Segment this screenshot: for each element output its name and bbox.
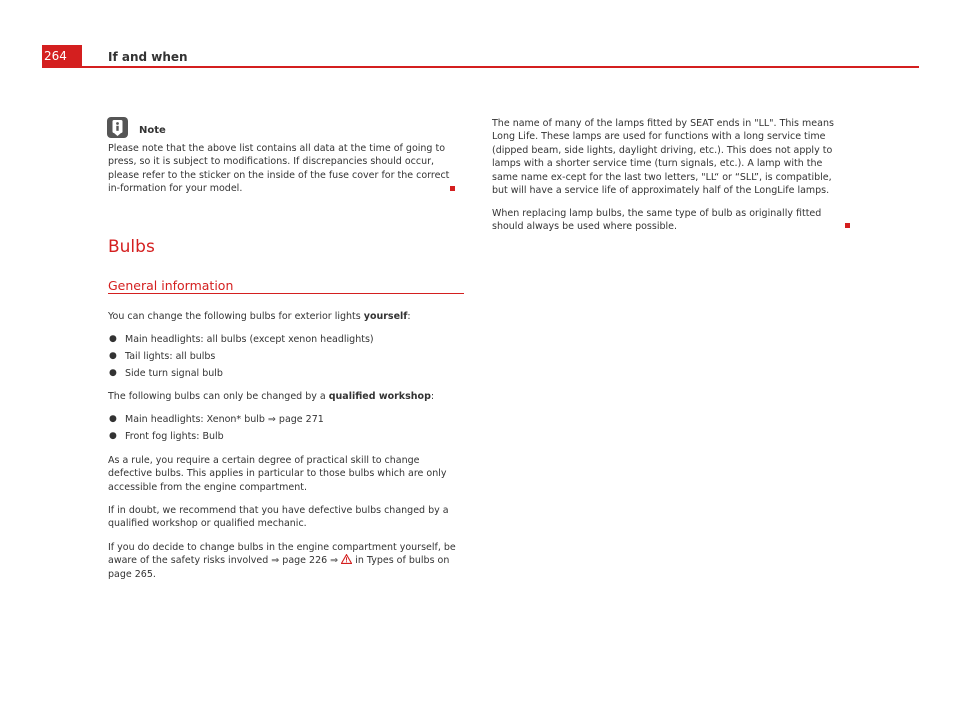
- workshop-text: The following bulbs can only be changed by a: [108, 391, 329, 402]
- header-rule: [42, 66, 919, 68]
- risk-paragraph: [108, 541, 463, 581]
- list-item-text: Main headlights: all bulbs (except xenon headlights): [125, 334, 374, 345]
- bullet-icon: ●: [109, 414, 117, 424]
- replace-paragraph: When replacing lamp bulbs, the same type of bulb as originally fitted should always be used where possible.: [492, 208, 822, 233]
- risk-text: If you do decide to change bulbs in the engine compartment yourself, be aware of the safety risks involved ⇒ page 226 ⇒: [108, 542, 456, 567]
- workshop-colon: :: [430, 391, 435, 402]
- bullet-icon: ●: [109, 351, 117, 361]
- subsection-rule: [108, 293, 464, 294]
- bullet-icon: ●: [109, 431, 117, 441]
- skill-paragraph: As a rule, you require a certain degree of practical skill to change defective bulbs. This applies in particular to those bulbs which are only accessible from the engine compartment.: [108, 455, 447, 493]
- intro-text: You can change the following bulbs for exterior lights: [108, 311, 364, 322]
- list-item: [108, 333, 463, 346]
- doubt-paragraph: If in doubt, we recommend that you have defective bulbs changed by a qualified workshop or qualified mechanic.: [108, 505, 449, 530]
- intro-paragraph: [108, 310, 463, 323]
- list-item: [108, 413, 463, 426]
- bullet-icon: ●: [109, 368, 117, 378]
- list-item-text: Front fog lights: Bulb: [125, 431, 224, 442]
- chapter-title: If and when: [108, 50, 188, 64]
- intro-colon: :: [407, 311, 411, 322]
- page-number: 264: [42, 45, 82, 68]
- list-item-text: Main headlights: Xenon* bulb ⇒ page 271: [125, 414, 324, 425]
- warning-triangle-icon[interactable]: [341, 554, 352, 564]
- note-label: Note: [139, 125, 166, 136]
- workshop-paragraph: [108, 390, 463, 403]
- list-item: [108, 350, 463, 363]
- note-info-icon: [107, 117, 128, 138]
- list-item-text: Side turn signal bulb: [125, 368, 223, 379]
- workshop-emphasis: qualified workshop: [328, 391, 431, 402]
- section-heading: Bulbs: [108, 237, 155, 257]
- note-text: Please note that the above list contains all data at the time of going to press, so it is subject to modifications. If discrepancies should occur, please refer to the sticker on the inside of the fuse cover for the correct in-formation for your model.: [108, 143, 450, 195]
- end-mark-icon: [845, 223, 850, 228]
- end-mark-icon: [450, 186, 455, 191]
- risk-link-text[interactable]: in Types of bulbs on page 265.: [108, 555, 450, 580]
- subsection-heading: General information: [108, 278, 234, 293]
- list-item-text: Tail lights: all bulbs: [125, 351, 216, 362]
- list-item: [108, 367, 463, 380]
- intro-emphasis: yourself: [363, 311, 408, 322]
- bullet-icon: ●: [109, 334, 117, 344]
- list-item: [108, 430, 463, 443]
- longlife-paragraph: The name of many of the lamps fitted by SEAT ends in "LL". This means Long Life. These lamps are used for functions with a long service time (dipped beam, side lights, daylight driving, etc.). This does not apply to lamps with a shorter service time (turn signals, etc.). A lamp with the same name ex-cept for the last two letters, "LL“ or “SLL”, is compatible, but will have a service life of approximately half of the LongLife lamps.: [492, 118, 834, 197]
